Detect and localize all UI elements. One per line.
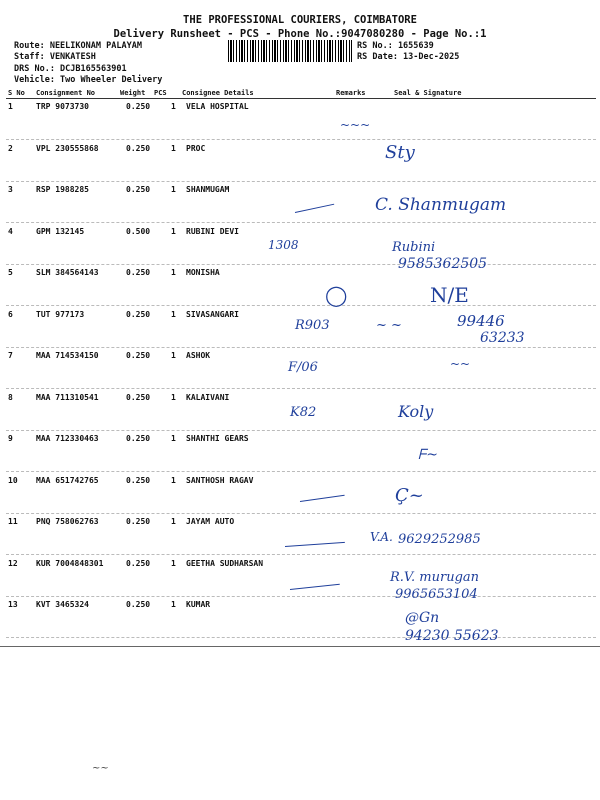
- consignment-no: VPL 230555868: [36, 143, 99, 153]
- header-weight: Weight: [120, 89, 146, 97]
- consignment-no: SLM 384564143: [36, 268, 99, 277]
- pieces: 1: [171, 309, 176, 319]
- row-sno: 6: [8, 309, 13, 319]
- row4-signature-scribble: Rubini: [392, 240, 436, 255]
- staff-label: Staff: VENKATESH: [14, 52, 96, 62]
- pieces: 1: [171, 185, 176, 194]
- row-sno: 1: [8, 102, 13, 111]
- consignee-name: SIVASANGARI: [186, 309, 239, 319]
- table-row: [6, 430, 596, 472]
- row6-phone-a: 99446: [457, 312, 505, 330]
- row9-signature-scribble: ᖴ~: [418, 447, 439, 463]
- table-row: [6, 140, 596, 182]
- header-seal-signature: Seal & Signature: [394, 89, 462, 97]
- row-sno: 3: [8, 185, 13, 194]
- pieces: 1: [171, 143, 176, 153]
- consignee-name: JAYAM AUTO: [186, 517, 235, 526]
- pieces: 1: [171, 392, 176, 402]
- weight: 0.250: [126, 600, 151, 609]
- row12-phone: 9965653104: [395, 587, 478, 602]
- row5-circle-mark: ◯: [325, 283, 348, 307]
- company-title: THE PROFESSIONAL COURIERS, COIMBATORE: [183, 14, 417, 26]
- consignee-name: KUMAR: [186, 600, 211, 609]
- row-sno: 5: [8, 268, 13, 277]
- header-pcs: PCS: [154, 89, 167, 97]
- row13-signature-scribble: @Gn: [405, 610, 440, 626]
- runsheet-subtitle: Delivery Runsheet - PCS - Phone No.:9047080280 - Page No.:1: [113, 28, 487, 40]
- consignment-no: MAA 651742765: [36, 475, 99, 485]
- row7-remark: F/06: [288, 360, 318, 375]
- row-sno: 7: [8, 351, 13, 360]
- row11-signature: V.A.: [370, 530, 393, 544]
- header-consignment-no: Consignment No: [36, 89, 96, 97]
- pieces: 1: [171, 268, 176, 277]
- row6-signature-scribble: ~ ~: [376, 318, 402, 333]
- rs-date-label: RS Date: 13-Dec-2025: [357, 52, 460, 62]
- table-row: [6, 513, 596, 555]
- consignee-name: GEETHA SUDHARSAN: [186, 558, 264, 568]
- consignment-no: PNQ 758062763: [36, 517, 99, 526]
- consignee-name: RUBINI DEVI: [186, 226, 239, 236]
- consignee-name: VELA HOSPITAL: [186, 102, 249, 111]
- row4-phone: 9585362505: [398, 256, 488, 272]
- row3-signature: C. Shanmugam: [375, 195, 507, 215]
- weight: 0.500: [126, 226, 151, 236]
- footer-scribble: ~~: [92, 763, 109, 774]
- weight: 0.250: [126, 351, 151, 360]
- consignee-name: SHANMUGAM: [186, 185, 230, 194]
- consignee-name: MONISHA: [186, 268, 220, 277]
- row2-signature-scribble: Sty: [385, 142, 415, 163]
- row7-signature-scribble: ~~: [450, 357, 471, 371]
- row13-phone: 94230 55623: [405, 628, 499, 644]
- row-sno: 12: [8, 558, 18, 568]
- consignment-no: MAA 711310541: [36, 392, 99, 402]
- pieces: 1: [171, 351, 176, 360]
- barcode: [228, 40, 352, 62]
- row8-signature-scribble: Koly: [398, 402, 434, 421]
- drs-label: DRS No.: DCJB165563901: [14, 64, 127, 74]
- weight: 0.250: [126, 309, 151, 319]
- table-row: [6, 555, 596, 597]
- consignee-name: ASHOK: [186, 351, 211, 360]
- vehicle-label: Vehicle: Two Wheeler Delivery: [14, 75, 163, 85]
- row8-remark: K82: [290, 405, 317, 420]
- table-row: [6, 264, 596, 306]
- weight: 0.250: [126, 475, 151, 485]
- consignee-name: PROC: [186, 143, 206, 153]
- pieces: 1: [171, 517, 176, 526]
- rs-no-label: RS No.: 1655639: [357, 41, 434, 51]
- table-row: [6, 223, 596, 265]
- route-label: Route: NEELIKONAM PALAYAM: [14, 41, 142, 51]
- weight: 0.250: [126, 434, 151, 443]
- weight: 0.250: [126, 268, 151, 277]
- consignee-name: SANTHOSH RAGAV: [186, 475, 254, 485]
- row6-remark: R903: [295, 318, 330, 333]
- consignee-name: SHANTHI GEARS: [186, 434, 249, 443]
- header-remarks: Remarks: [336, 89, 366, 97]
- weight: 0.250: [126, 558, 151, 568]
- pieces: 1: [171, 226, 176, 236]
- pieces: 1: [171, 434, 176, 443]
- pieces: 1: [171, 475, 176, 485]
- table-row: [6, 98, 596, 140]
- row1-signature-scribble: ~~~: [340, 118, 371, 132]
- consignment-no: TUT 977173: [36, 309, 85, 319]
- row-sno: 13: [8, 600, 18, 609]
- table-row: [6, 596, 596, 638]
- row-sno: 9: [8, 434, 13, 443]
- row5-ne-mark: N/E: [430, 283, 469, 307]
- table-row: [6, 472, 596, 514]
- consignment-no: KUR 7004848301: [36, 558, 104, 568]
- weight: 0.250: [126, 143, 151, 153]
- weight: 0.250: [126, 102, 151, 111]
- consignee-name: KALAIVANI: [186, 392, 230, 402]
- consignment-no: MAA 712330463: [36, 434, 99, 443]
- row-sno: 10: [8, 475, 18, 485]
- row6-phone-b: 63233: [480, 330, 525, 346]
- pieces: 1: [171, 600, 176, 609]
- weight: 0.250: [126, 392, 151, 402]
- row4-remark: 1308: [268, 238, 299, 252]
- pieces: 1: [171, 558, 176, 568]
- consignment-no: MAA 714534150: [36, 351, 99, 360]
- consignment-no: GPM 132145: [36, 226, 85, 236]
- row11-phone: 9629252985: [398, 532, 481, 547]
- consignment-no: KVT 3465324: [36, 600, 89, 609]
- row10-signature-scribble: Ç~: [395, 485, 424, 506]
- table-bottom-line: [0, 646, 600, 647]
- row-sno: 2: [8, 143, 13, 153]
- consignment-no: RSP 1988285: [36, 185, 89, 194]
- header-sno: S No: [8, 89, 25, 97]
- row-sno: 8: [8, 392, 13, 402]
- row12-signature: R.V. murugan: [390, 570, 480, 585]
- weight: 0.250: [126, 185, 151, 194]
- weight: 0.250: [126, 517, 151, 526]
- pieces: 1: [171, 102, 176, 111]
- header-consignee-details: Consignee Details: [182, 89, 254, 97]
- row-sno: 4: [8, 226, 13, 236]
- row-sno: 11: [8, 517, 18, 526]
- table-row: [6, 181, 596, 223]
- consignment-no: TRP 9073730: [36, 102, 89, 111]
